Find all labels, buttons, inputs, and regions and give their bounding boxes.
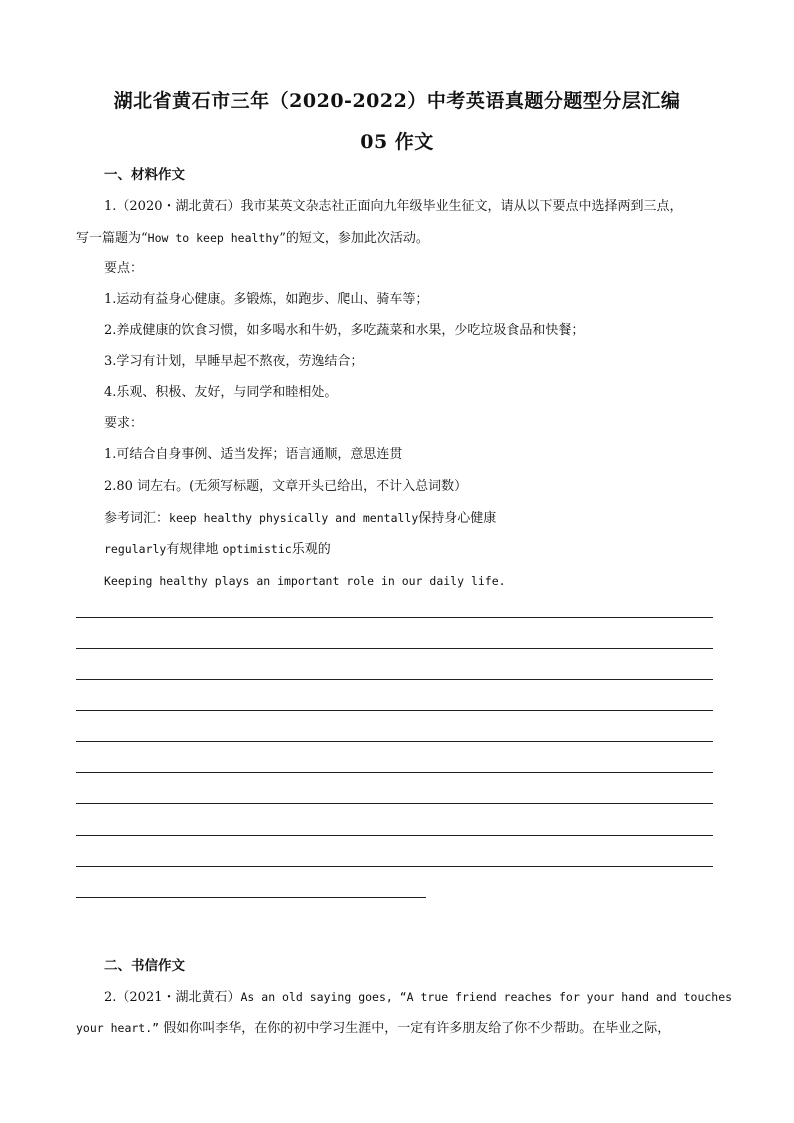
writing-line (76, 772, 713, 773)
vocab-line1 (104, 509, 496, 528)
points-label: 要点： (104, 261, 144, 276)
point-item: 4.乐观、积极、友好，与同学和睦相处。 (104, 385, 338, 400)
question2-source: 2.（2021・湖北黄石） (104, 990, 241, 1005)
point-item: 1.运动有益身心健康。多锻炼，如跑步、爬山、骑车等； (104, 292, 429, 307)
requirements-label: 要求： (104, 416, 144, 431)
document-title: 湖北省黄石市三年（2020-2022）中考英语真题分题型分层汇编 (113, 90, 681, 112)
document-subtitle: 05 作文 (360, 131, 434, 153)
section1-heading: 一、材料作文 (104, 167, 185, 183)
vocab1-english: keep healthy physically and mentally (169, 511, 419, 525)
writing-line (76, 617, 713, 618)
section2-heading: 二、书信作文 (104, 958, 185, 974)
question2-line2 (76, 1019, 670, 1038)
point-item: 2.养成健康的饮食习惯，如多喝水和牛奶，多吃蔬菜和水果，少吃垃圾食品和快餐； (104, 323, 585, 338)
question1-line2-pre: 写一篇题为“ (76, 231, 148, 246)
writing-line (76, 866, 713, 867)
writing-line (76, 679, 713, 680)
question1-topic-english: How to keep healthy (147, 231, 280, 245)
vocab2-chinese-2: 乐观的 (291, 542, 331, 557)
writing-line (76, 710, 713, 711)
vocab2-english-2: optimistic (222, 542, 292, 556)
vocab-label: 参考词汇： (104, 511, 170, 526)
vocab2-chinese-1: 有规律地 (166, 542, 219, 557)
point-item: 3.学习有计划，早睡早起不熬夜，劳逸结合； (104, 354, 364, 369)
question1-line2 (76, 229, 429, 248)
essay-opening-sentence: Keeping healthy plays an important role in our daily life. (104, 574, 506, 588)
vocab2-english-1: regularly (104, 542, 167, 556)
vocab1-chinese: 保持身心健康 (418, 511, 497, 526)
requirement-item: 2.80 词左右。(无须写标题，文章开头已给出，不计入总词数） (104, 479, 468, 494)
question2-quote-start: As an old saying goes, “A true friend reaches for your hand and touches (240, 990, 733, 1004)
writing-line (76, 835, 713, 836)
vocab-line2 (104, 540, 331, 559)
writing-line (76, 741, 713, 742)
question1-line1: 1.（2020・湖北黄石）我市某英文杂志社正面向九年级毕业生征文，请从以下要点中选择两到三点， (104, 199, 683, 214)
writing-line (76, 803, 713, 804)
requirement-item: 1.可结合自身事例、适当发挥；语言通顺，意思连贯 (104, 447, 403, 462)
question2-quote-end: your heart.” (76, 1021, 160, 1035)
question2-prompt: 假如你叫李华，在你的初中学习生涯中，一定有许多朋友给了你不少帮助。在毕业之际， (163, 1021, 671, 1036)
question2-line1 (104, 988, 732, 1007)
writing-line-short (76, 897, 426, 898)
question1-line2-post: ”的短文，参加此次活动。 (279, 231, 429, 246)
writing-line (76, 648, 713, 649)
